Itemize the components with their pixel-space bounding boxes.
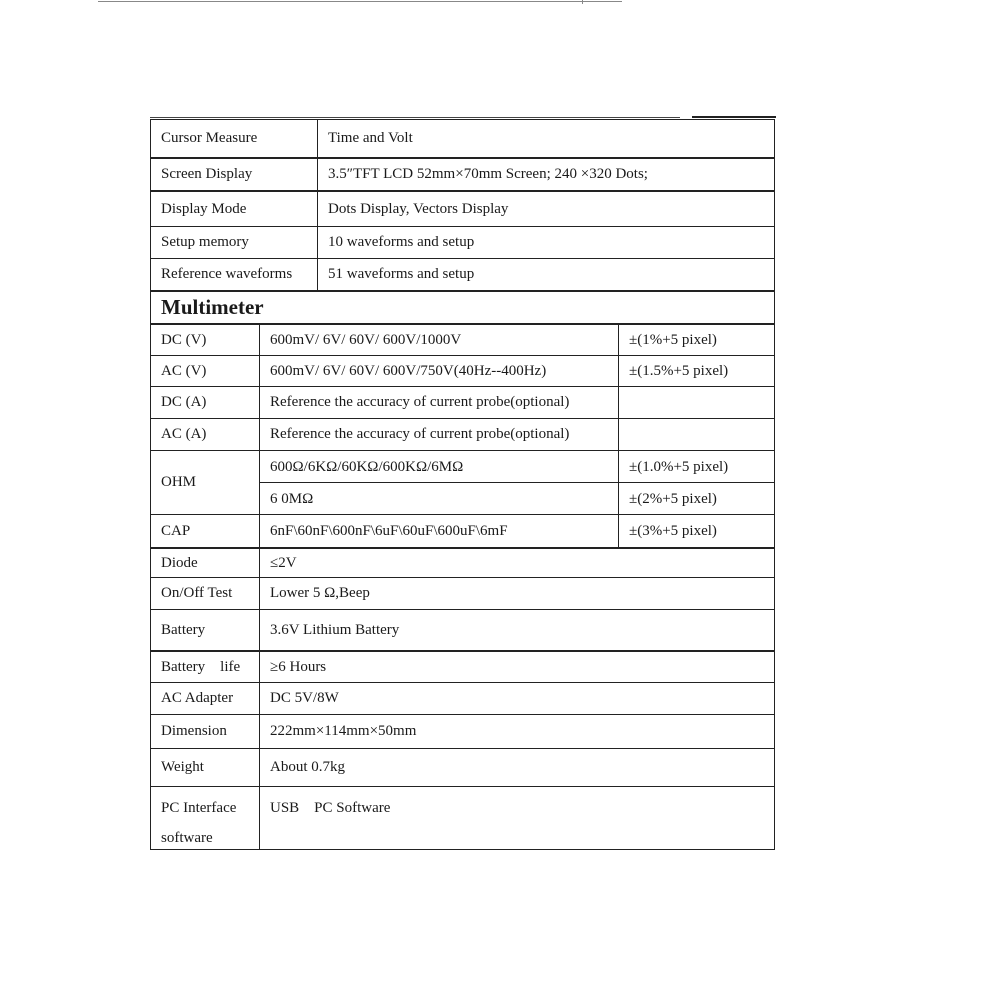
row-value: 222mm×114mm×50mm: [270, 723, 417, 739]
row-accuracy-2: ±(2%+5 pixel): [629, 490, 717, 507]
table-row: [151, 258, 774, 290]
row-value: Lower 5 Ω,Beep: [270, 585, 370, 601]
row-label: Cursor Measure: [161, 130, 258, 146]
section-row: [151, 290, 774, 323]
table-row: [151, 386, 774, 418]
table-row: [151, 190, 774, 226]
table-row: [151, 682, 774, 714]
row-value: 3.5″TFT LCD 52mm×70mm Screen; 240 ×320 Dots;: [328, 166, 648, 182]
row-range: Reference the accuracy of current probe(optional): [270, 426, 570, 442]
row-range: 600mV/ 6V/ 60V/ 600V/750V(40Hz--400Hz): [270, 362, 547, 379]
row-range: 6nF\60nF\600nF\6uF\60uF\600uF\6mF: [270, 522, 508, 539]
table-row: [151, 418, 774, 450]
table-row: [151, 226, 774, 258]
row-label: PC Interface software: [161, 800, 237, 846]
table-row: [151, 714, 774, 748]
table-row: [151, 650, 774, 682]
row-value: Time and Volt: [328, 130, 413, 146]
top-rule: [98, 1, 622, 2]
table-row: [151, 609, 774, 650]
row-label: AC Adapter: [161, 690, 234, 706]
row-value: Dots Display, Vectors Display: [328, 200, 509, 217]
row-accuracy: [619, 419, 774, 450]
row-value: About 0.7kg: [270, 759, 345, 775]
table-row: [151, 786, 774, 849]
row-label: Battery: [161, 621, 206, 638]
row-value: 51 waveforms and setup: [328, 266, 475, 282]
table-row: [151, 355, 774, 386]
row-label: AC (V): [161, 362, 207, 379]
spec-table: [150, 119, 775, 850]
row-value: 10 waveforms and setup: [328, 234, 475, 250]
row-label: CAP: [161, 522, 191, 539]
row-label: Dimension: [161, 723, 227, 739]
row-range: 600Ω/6KΩ/60KΩ/600KΩ/6MΩ: [270, 458, 464, 475]
row-label: AC (A): [161, 426, 207, 442]
row-label: Battery life: [161, 658, 241, 675]
row-accuracy: [619, 387, 774, 418]
row-label: DC (A): [161, 394, 207, 410]
row-accuracy: ±(1.5%+5 pixel): [629, 362, 729, 379]
row-value: USB PC Software: [270, 800, 391, 816]
row-label: Setup memory: [161, 234, 249, 250]
row-accuracy: ±(3%+5 pixel): [629, 522, 717, 539]
table-row: [151, 514, 774, 547]
table-row: [151, 577, 774, 609]
row-label: Reference waveforms: [161, 266, 293, 282]
table-row: [151, 748, 774, 786]
row-value: 3.6V Lithium Battery: [270, 621, 400, 638]
table-row: [151, 450, 774, 514]
row-label: On/Off Test: [161, 585, 233, 601]
row-range: 600mV/ 6V/ 60V/ 600V/1000V: [270, 331, 462, 348]
table-row: [151, 323, 774, 355]
row-value: ≤2V: [270, 554, 297, 571]
row-label: DC (V): [161, 331, 207, 348]
table-row: [151, 157, 774, 190]
row-label: Diode: [161, 554, 198, 571]
row-label: OHM: [161, 474, 197, 490]
section-title: Multimeter: [161, 295, 264, 319]
row-range: Reference the accuracy of current probe(optional): [270, 394, 570, 410]
row-label: Screen Display: [161, 166, 253, 182]
header-rule: [150, 117, 680, 118]
top-rule-tick: [582, 0, 583, 4]
row-value: ≥6 Hours: [270, 658, 327, 675]
row-value: DC 5V/8W: [270, 690, 339, 706]
row-range-2: 6 0MΩ: [270, 490, 314, 507]
header-rule-short: [692, 116, 776, 118]
table-row: [151, 120, 774, 157]
row-accuracy: ±(1%+5 pixel): [629, 331, 717, 348]
row-label: Weight: [161, 759, 204, 775]
row-accuracy: ±(1.0%+5 pixel): [629, 458, 729, 475]
table-row: [151, 547, 774, 577]
row-label: Display Mode: [161, 200, 247, 217]
